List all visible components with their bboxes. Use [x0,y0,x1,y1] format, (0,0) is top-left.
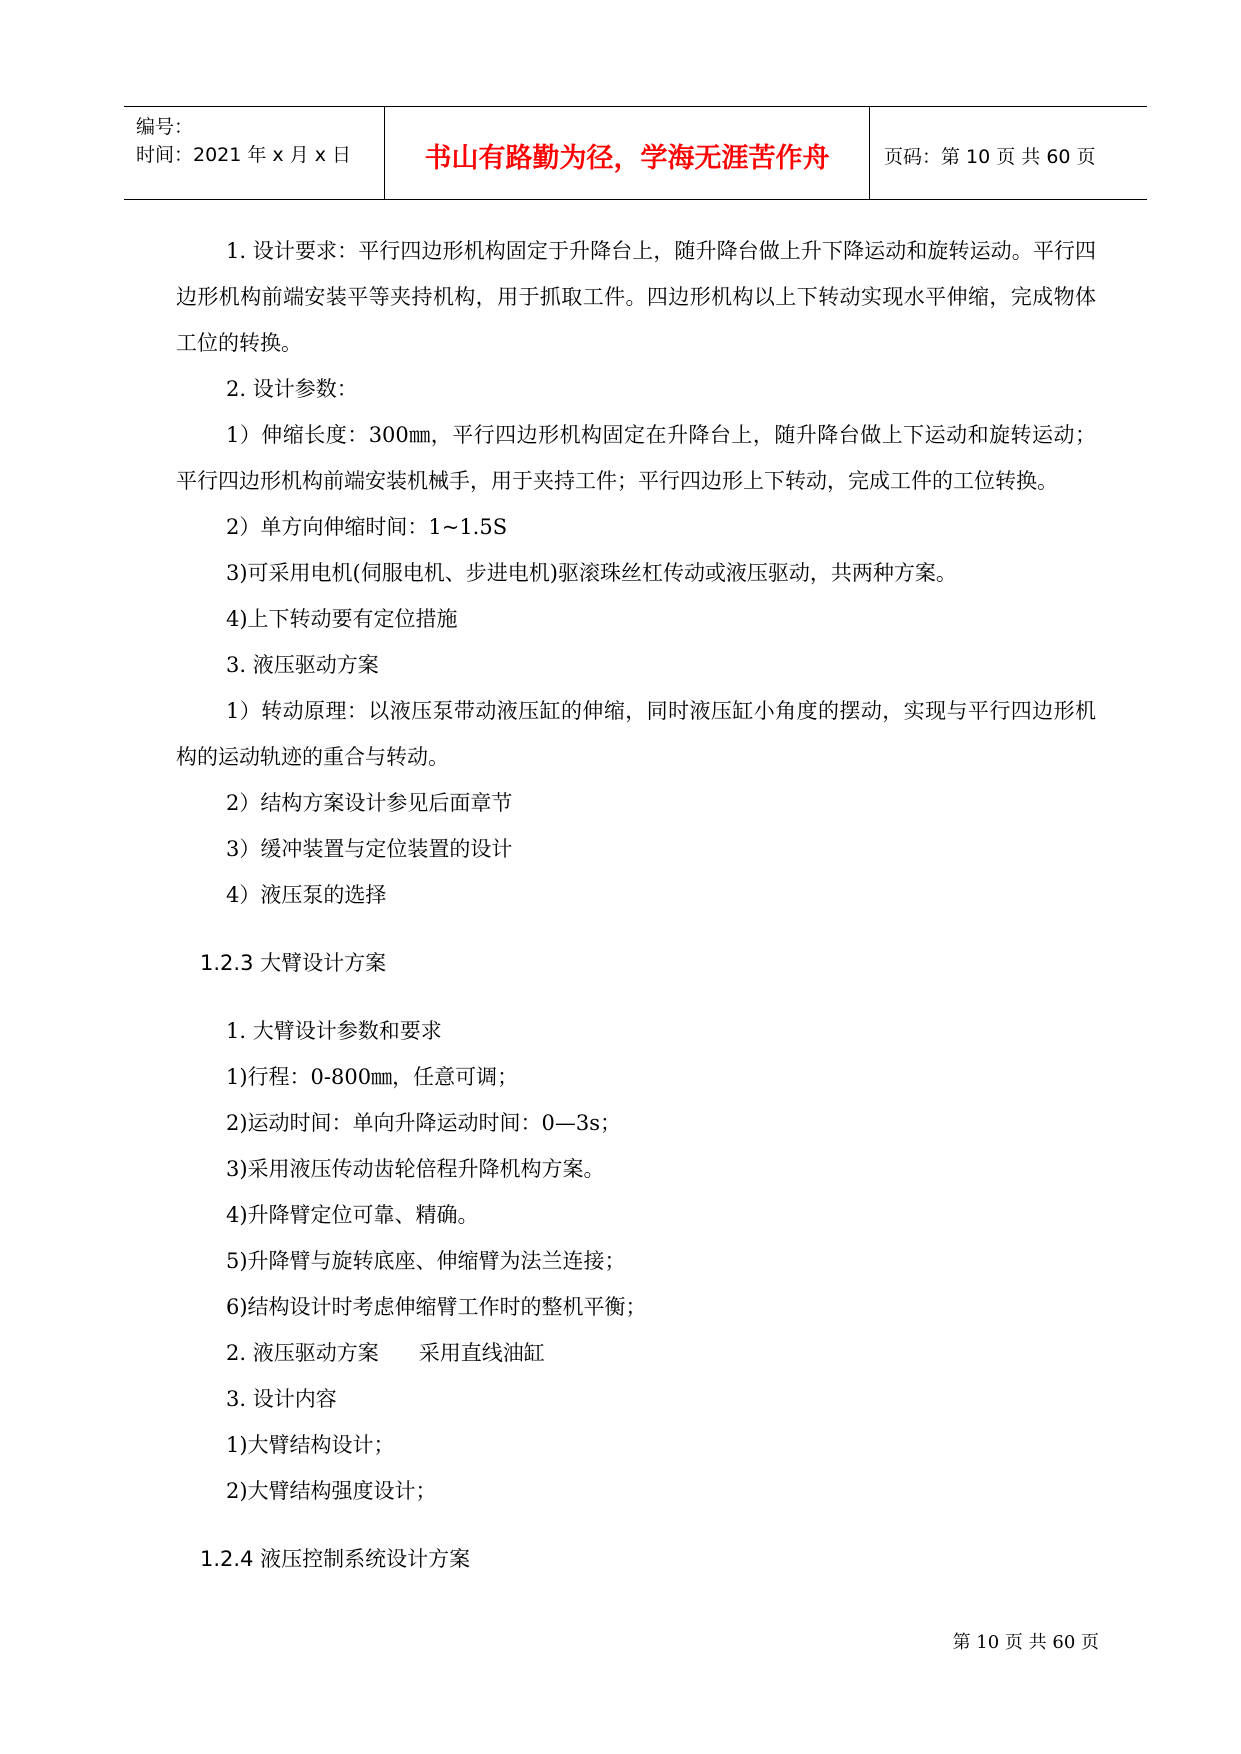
paragraph-stroke-length: 1）伸缩长度：300㎜，平行四边形机构固定在升降台上，随升降台做上下运动和旋转运动；平行四边形机构前端安装机械手，用于夹持工件；平行四边形上下转动，完成工件的工位转换。 [176,423,1096,493]
paragraph-structure-design: 2）结构方案设计参见后面章节 [226,791,513,815]
document-number-label: 编号： [136,116,194,138]
paragraph-arm-time: 2)运动时间：单向升降运动时间：0—3s； [226,1111,622,1135]
header-meta [124,107,385,199]
page-footer: 第 10 页 共 60 页 [952,1632,1099,1653]
header-page-label: 页码：第 10 页 共 60 页 [884,145,1096,168]
paragraph-arm-balance: 6)结构设计时考虑伸缩臂工作时的整机平衡； [226,1295,647,1319]
paragraph-arm-structure: 1)大臂结构设计； [226,1433,395,1457]
section-heading-hydraulic-control: 1.2.4 液压控制系统设计方案 [200,1547,471,1571]
paragraph-design-requirements: 1. 设计要求：平行四边形机构固定于升降台上，随升降台做上升下降运动和旋转运动。平行四边形机构前端安装平等夹持机构，用于抓取工件。四边形机构以上下转动实现水平伸缩，完成物体工位的转换。 [176,239,1096,355]
paragraph-arm-mechanism: 3)采用液压传动齿轮倍程升降机构方案。 [226,1157,605,1181]
paragraph-drive-options: 3)可采用电机(伺服电机、步进电机)驱滚珠丝杠传动或液压驱动，共两种方案。 [226,561,957,585]
page-header [124,106,1147,200]
paragraph-arm-positioning: 4)升降臂定位可靠、精确。 [226,1203,479,1227]
paragraph-hydraulic-scheme: 3. 液压驱动方案 [226,653,379,677]
paragraph-positioning: 4)上下转动要有定位措施 [226,607,458,631]
section-heading-big-arm: 1.2.3 大臂设计方案 [200,951,387,975]
document-body [176,228,1096,1582]
paragraph-buffer-design: 3）缓冲装置与定位装置的设计 [226,837,513,861]
header-motto: 书山有路勤为径，学海无涯苦作舟 [385,107,870,199]
paragraph-arm-content: 3. 设计内容 [226,1387,337,1411]
paragraph-design-parameters: 2. 设计参数： [226,377,358,401]
paragraph-stroke-time: 2）单方向伸缩时间：1~1.5S [226,515,508,539]
paragraph-arm-params: 1. 大臂设计参数和要求 [226,1019,442,1043]
paragraph-arm-flange: 5)升降臂与旋转底座、伸缩臂为法兰连接； [226,1249,626,1273]
paragraph-arm-hydraulic: 2. 液压驱动方案 采用直线油缸 [226,1341,545,1365]
paragraph-arm-stroke: 1)行程：0-800㎜，任意可调； [226,1065,519,1089]
paragraph-pump-selection: 4）液压泵的选择 [226,883,387,907]
paragraph-arm-strength: 2)大臂结构强度设计； [226,1479,437,1503]
paragraph-rotation-principle: 1）转动原理：以液压泵带动液压缸的伸缩，同时液压缸小角度的摆动，实现与平行四边形机构的运动轨迹的重合与转动。 [176,699,1096,769]
document-time-label: 时间：2021 年 x 月 x 日 [136,144,352,166]
